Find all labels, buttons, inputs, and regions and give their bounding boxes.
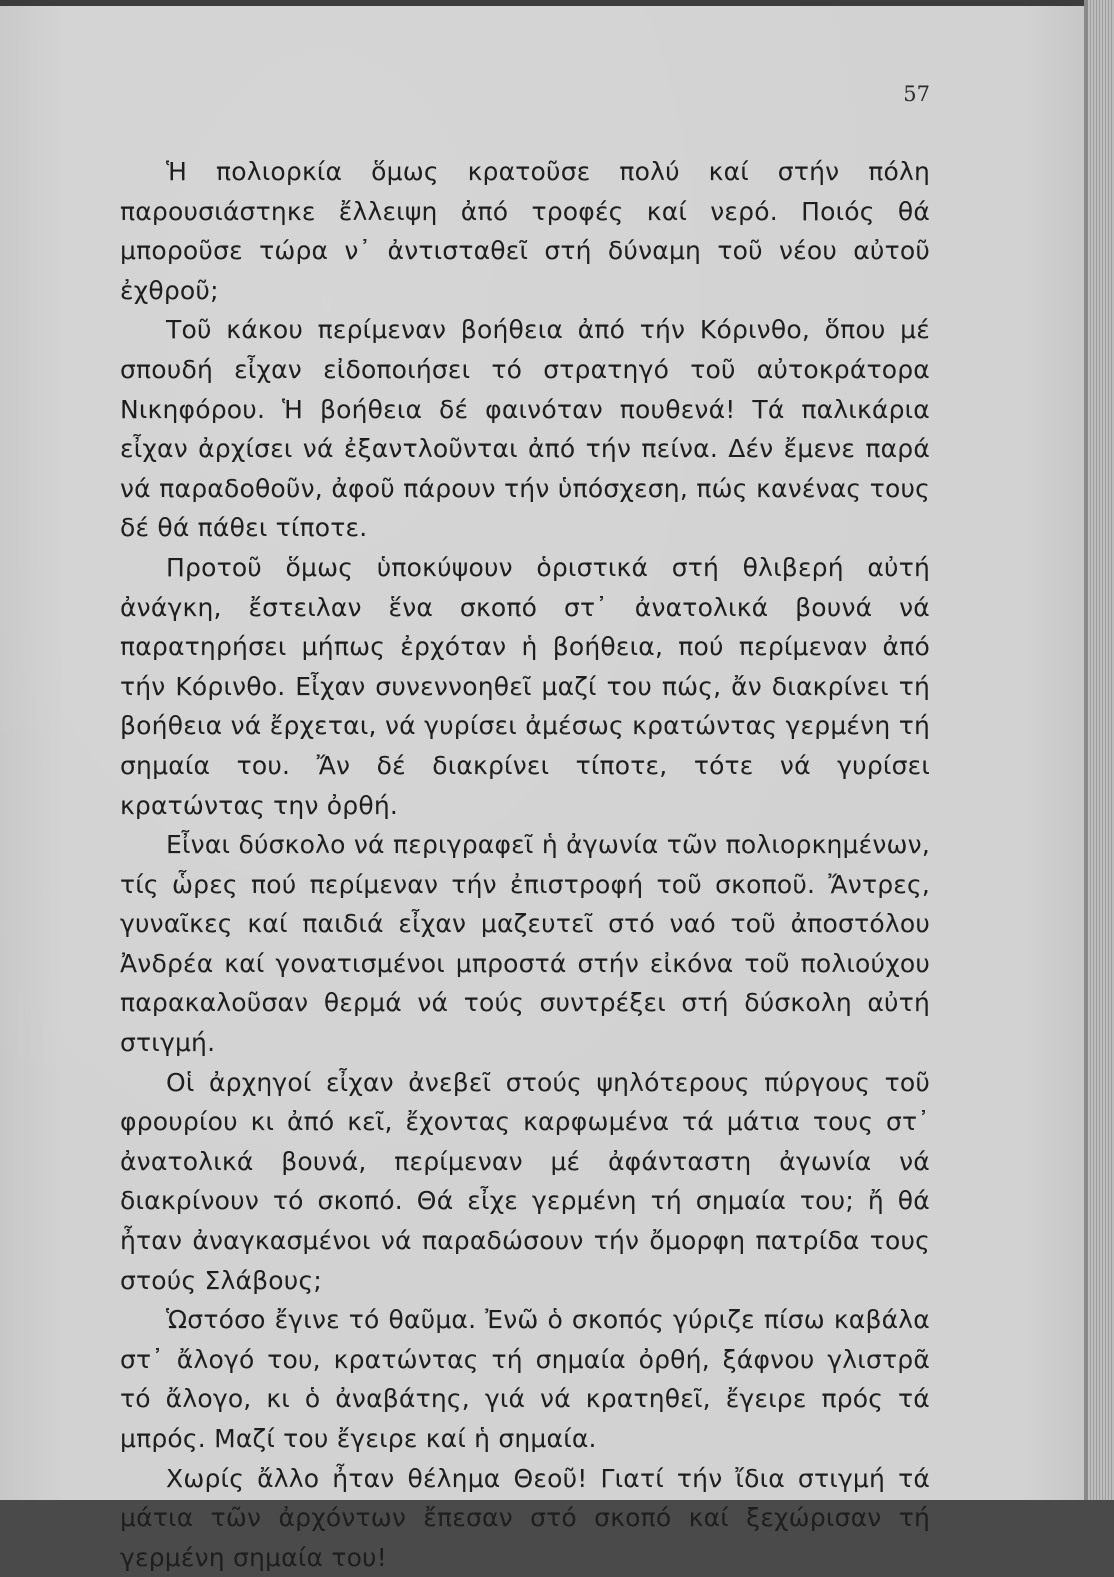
- book-page-edges: [1088, 0, 1114, 1500]
- paragraph-5: Οἱ ἀρχηγοί εἶχαν ἀνεβεῖ στούς ψηλότερους πύργους τοῦ φρουρίου κι ἀπό κεῖ, ἔχοντας καρφωμένα τά μάτια τους στ᾿ ἀνατολικά βουνά, περίμεναν μέ ἀφάνταστη ἀγωνία νά διακρίνουν τό σκοπό. Θά εἶχε γερμένη τή σημαία του; ἤ θά ἦταν ἀναγκασμένοι νά παραδώσουν τήν ὄμορφη πατρίδα τους στούς Σλάβους;: [120, 1067, 930, 1295]
- paragraph-7: Χωρίς ἄλλο ἦταν θέλημα Θεοῦ! Γιατί τήν ἴδια στιγμή τά μάτια τῶν ἀρχόντων ἔπεσαν στό σκοπό καί ξεχώρισαν τή γερμένη σημαία του!: [120, 1463, 930, 1572]
- book-page: [0, 6, 1088, 1572]
- body-text: [120, 152, 930, 1577]
- paragraph-3: Προτοῦ ὅμως ὑποκύψουν ὁριστικά στή θλιβερή αὐτή ἀνάγκη, ἔστειλαν ἕνα σκοπό στ᾿ ἀνατολικά βουνά νά παρατηρήσει μήπως ἐρχόταν ἡ βοήθεια, πού περίμεναν ἀπό τήν Κόρινθο. Εἶχαν συνεννοηθεῖ μαζί του πώς, ἄν διακρίνει τή βοήθεια νά ἔρχεται, νά γυρίσει ἀμέσως κρατώντας γερμένη τή σημαία του. Ἄν δέ διακρίνει τίποτε, τότε νά γυρίσει κρατώντας την ὀρθή.: [120, 552, 930, 820]
- paragraph-2: Τοῦ κάκου περίμεναν βοήθεια ἀπό τήν Κόρινθο, ὅπου μέ σπουδή εἶχαν εἰδοποιήσει τό στρατηγό τοῦ αὐτοκράτορα Νικηφόρου. Ἡ βοήθεια δέ φαινόταν πουθενά! Τά παλικάρια εἶχαν ἀρχίσει νά ἐξαντλοῦνται ἀπό τήν πείνα. Δέν ἔμενε παρά νά παραδοθοῦν, ἀφοῦ πάρουν τήν ὑπόσχεση, πώς κανένας τους δέ θά πάθει τίποτε.: [120, 315, 930, 543]
- page-number: 57: [903, 82, 930, 106]
- paragraph-4: Εἶναι δύσκολο νά περιγραφεῖ ἡ ἀγωνία τῶν πολιορκημένων, τίς ὧρες πού περίμεναν τήν ἐπιστροφή τοῦ σκοποῦ. Ἄντρες, γυναῖκες καί παιδιά εἶχαν μαζευτεῖ στό ναό τοῦ ἀποστόλου Ἀνδρέα καί γονατισμένοι μπροστά στήν εἰκόνα τοῦ πολιούχου παρακαλοῦσαν θερμά νά τούς συντρέξει στή δύσκολη αὐτή στιγμή.: [120, 830, 930, 1058]
- paragraph-6: Ὡστόσο ἔγινε τό θαῦμα. Ἐνῶ ὁ σκοπός γύριζε πίσω καβάλα στ᾿ ἄλογό του, κρατώντας τή σημαία ὀρθή, ξάφνου γλιστρᾶ τό ἄλογο, κι ὁ ἀναβάτης, γιά νά κρατηθεῖ, ἔγειρε πρός τά μπρός. Μαζί του ἔγειρε καί ἡ σημαία.: [120, 1305, 930, 1453]
- paragraph-1: Ἡ πολιορκία ὅμως κρατοῦσε πολύ καί στήν πόλη παρουσιάστηκε ἔλλειψη ἀπό τροφές καί νερό. Ποιός θά μποροῦσε τώρα ν᾿ ἀντισταθεῖ στή δύναμη τοῦ νέου αὐτοῦ ἐχθροῦ;: [120, 157, 930, 305]
